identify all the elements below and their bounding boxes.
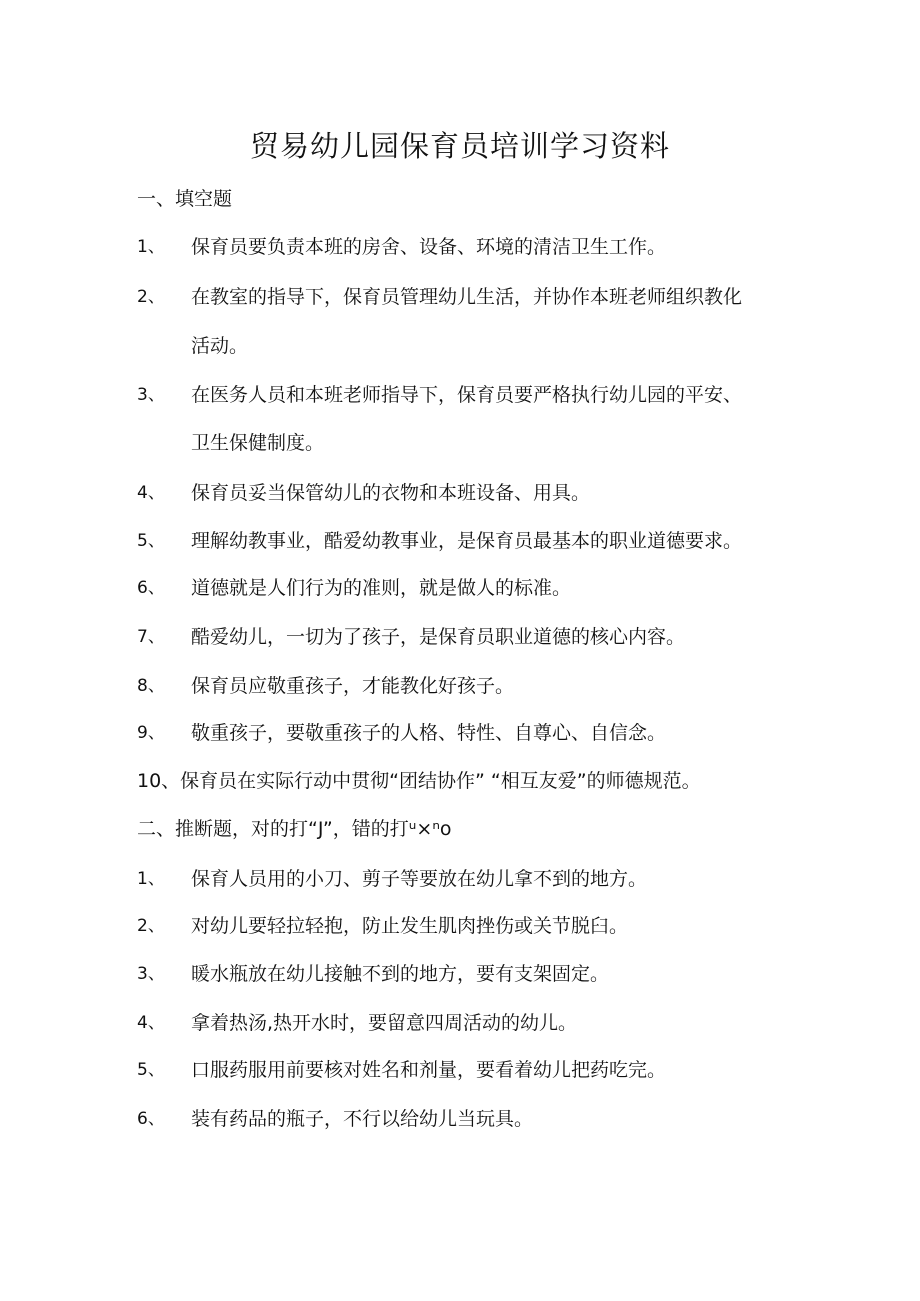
item-text: 保育员妥当保管幼儿的衣物和本班设备、用具。 — [191, 482, 591, 504]
item-number: 2、 — [137, 916, 165, 936]
item-text-full: 10、保育员在实际行动中贯彻“团结协作” “相互友爱”的师德规范。 — [137, 770, 701, 792]
item-text: 保育员应敬重孩子，才能教化好孩子。 — [191, 675, 515, 697]
item-text: 敬重孩子，要敬重孩子的人格、特性、自尊心、自信念。 — [191, 722, 667, 744]
item-text-continued: 活动。 — [191, 335, 249, 357]
item-number: 8、 — [137, 676, 165, 696]
item-number: 1、 — [137, 237, 165, 257]
item-number: 9、 — [137, 723, 165, 743]
item-text: 道德就是人们行为的准则，就是做人的标准。 — [191, 577, 572, 599]
item-text: 保育员要负责本班的房舍、设备、环境的清洁卫生工作。 — [191, 236, 667, 258]
item-text: 理解幼教事业，酷爱幼教事业，是保育员最基本的职业道德要求。 — [191, 530, 743, 552]
item-text: 对幼儿要轻拉轻抱，防止发生肌肉挫伤或关节脱臼。 — [191, 915, 629, 937]
item-text: 口服药服用前要核对姓名和剂量，要看着幼儿把药吃完。 — [191, 1059, 667, 1081]
item-text: 酷爱幼儿，一切为了孩子，是保育员职业道德的核心内容。 — [191, 626, 686, 648]
item-number: 6、 — [137, 1109, 165, 1129]
item-text: 保育人员用的小刀、剪子等要放在幼儿拿不到的地方。 — [191, 868, 648, 890]
item-number: 7、 — [137, 627, 165, 647]
item-text: 在医务人员和本班老师指导下，保育员要严格执行幼儿园的平安、 — [191, 384, 743, 406]
item-number: 4、 — [137, 483, 165, 503]
item-number: 3、 — [137, 385, 165, 405]
item-number: 5、 — [137, 531, 165, 551]
item-number: 4、 — [137, 1013, 165, 1033]
item-number: 1、 — [137, 869, 165, 889]
document-title: 贸易幼儿园保育员培训学习资料 — [249, 129, 670, 163]
item-number: 3、 — [137, 964, 165, 984]
section-heading-true-false: 二、推断题，对的打“J”，错的打ᵘ×ⁿo — [137, 818, 452, 840]
item-text-continued: 卫生保健制度。 — [191, 432, 325, 454]
item-number: 6、 — [137, 578, 165, 598]
item-text: 装有药品的瓶子，不行以给幼儿当玩具。 — [191, 1108, 534, 1130]
item-text: 在教室的指导下，保育员管理幼儿生活，并协作本班老师组织教化 — [191, 286, 743, 308]
item-number: 5、 — [137, 1060, 165, 1080]
section-heading-fill-in: 一、填空题 — [137, 188, 233, 210]
item-text: 暖水瓶放在幼儿接触不到的地方，要有支架固定。 — [191, 963, 610, 985]
item-text: 拿着热汤,热开水时，要留意四周活动的幼儿。 — [191, 1012, 578, 1034]
item-number: 2、 — [137, 287, 165, 307]
